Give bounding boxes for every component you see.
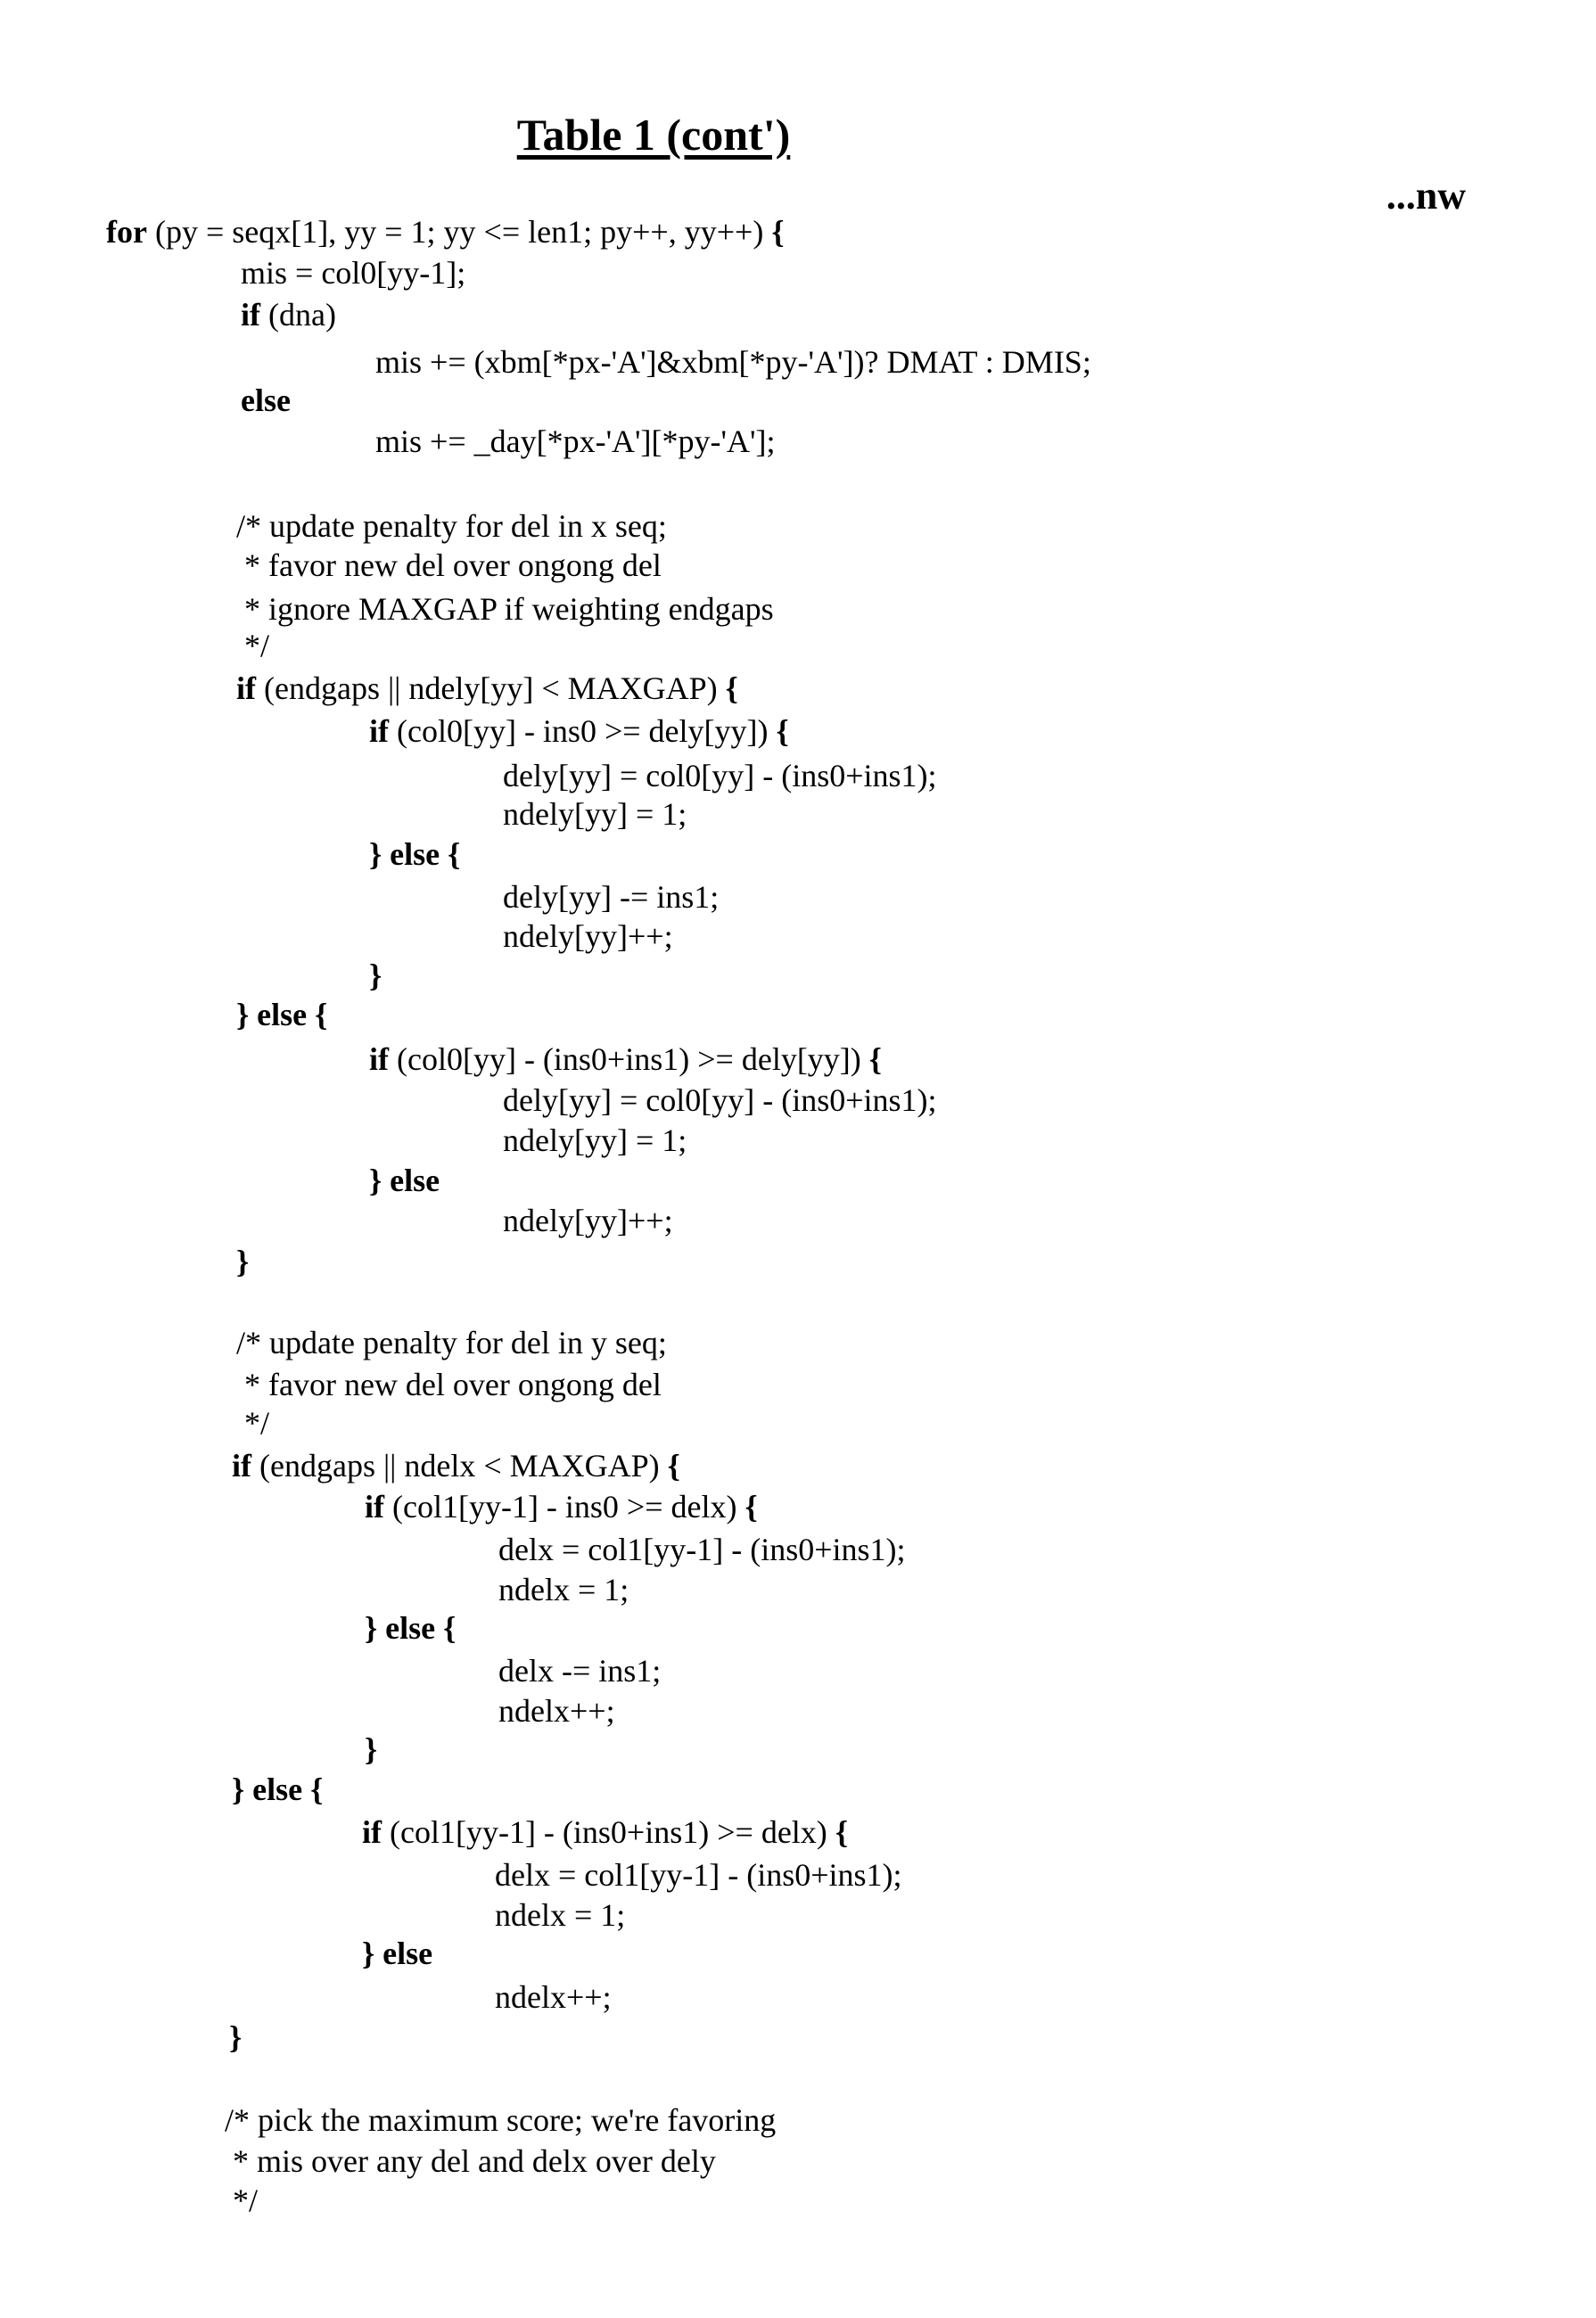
code-text: * favor new del over ongong del: [236, 547, 662, 583]
code-text: dely[yy] -= ins1;: [503, 879, 719, 915]
code-text: ndely[yy] = 1;: [503, 1122, 687, 1158]
code-line: [498, 1695, 615, 1727]
code-line: [498, 1533, 906, 1566]
code-text: mis = col0[yy-1];: [241, 255, 465, 291]
code-line: [503, 798, 687, 830]
code-line: [498, 1574, 629, 1606]
code-text: * favor new del over ongong del: [236, 1367, 662, 1402]
section-marker: ...nw: [1386, 173, 1466, 218]
code-line: [236, 593, 774, 625]
code-keyword: if: [241, 297, 260, 333]
code-keyword: } else: [369, 1163, 440, 1198]
code-keyword: {: [835, 1814, 848, 1850]
code-line: [495, 1859, 902, 1891]
code-line: [236, 672, 738, 704]
code-line: [241, 299, 336, 331]
code-text: (endgaps || ndely[yy] < MAXGAP): [256, 670, 726, 706]
code-text: ndelx = 1;: [495, 1897, 625, 1933]
code-text: * mis over any del and delx over dely: [225, 2143, 716, 2179]
code-line: [225, 2145, 716, 2177]
code-line: [365, 1733, 377, 1765]
code-line: [241, 257, 465, 289]
code-text: */: [236, 628, 269, 663]
code-text: /* update penalty for del in y seq;: [236, 1325, 667, 1360]
code-line: [241, 384, 291, 416]
code-keyword: {: [745, 1489, 758, 1525]
code-keyword: }: [229, 2019, 242, 2055]
code-keyword: {: [869, 1041, 882, 1077]
code-line: [503, 920, 673, 952]
code-keyword: }: [365, 1731, 377, 1767]
code-line: [498, 1655, 661, 1687]
code-keyword: } else {: [236, 997, 327, 1032]
code-line: [503, 881, 719, 913]
code-line: [362, 1937, 432, 1969]
code-keyword: {: [726, 670, 738, 706]
code-line: [365, 1612, 456, 1644]
code-line: [375, 346, 1091, 378]
code-text: ndelx = 1;: [498, 1572, 629, 1607]
code-line: [225, 2104, 776, 2136]
code-keyword: if: [236, 670, 256, 706]
code-line: [362, 1816, 848, 1848]
code-line: [503, 1084, 937, 1116]
code-text: (endgaps || ndelx < MAXGAP): [251, 1448, 668, 1484]
code-line: [369, 959, 382, 991]
code-line: [232, 1450, 680, 1482]
code-line: [375, 425, 775, 457]
code-text: /* pick the maximum score; we're favoring: [225, 2102, 776, 2138]
code-line: [229, 2021, 242, 2053]
code-text: (col1[yy-1] - ins0 >= delx): [384, 1489, 745, 1525]
code-keyword: else: [241, 382, 291, 418]
code-text: delx = col1[yy-1] - (ins0+ins1);: [498, 1532, 906, 1567]
code-line: [369, 1043, 882, 1075]
code-text: (col0[yy] - ins0 >= dely[yy]): [389, 713, 777, 749]
code-line: [369, 715, 789, 747]
code-text: dely[yy] = col0[yy] - (ins0+ins1);: [503, 1082, 937, 1118]
code-text: delx -= ins1;: [498, 1653, 661, 1689]
code-keyword: }: [236, 1244, 249, 1279]
code-keyword: if: [369, 1041, 389, 1077]
code-line: [369, 838, 460, 870]
code-keyword: if: [369, 713, 389, 749]
code-line: [236, 1245, 249, 1278]
code-text: (col0[yy] - (ins0+ins1) >= dely[yy]): [389, 1041, 869, 1077]
code-keyword: } else {: [369, 836, 460, 872]
code-text: ndelx++;: [495, 1979, 612, 2015]
code-line: [236, 549, 662, 581]
code-line: [232, 1773, 323, 1805]
code-keyword: if: [365, 1489, 384, 1525]
code-line: [503, 760, 937, 792]
code-text: /* update penalty for del in x seq;: [236, 508, 667, 544]
code-line: [225, 2184, 258, 2216]
code-keyword: } else: [362, 1936, 432, 1971]
code-keyword: {: [668, 1448, 680, 1484]
code-text: (col1[yy-1] - (ins0+ins1) >= delx): [382, 1814, 835, 1850]
code-text: */: [225, 2182, 258, 2218]
code-text: ndely[yy]++;: [503, 1203, 673, 1238]
code-text: (py = seqx[1], yy = 1; yy <= len1; py++, yy++): [147, 214, 771, 250]
code-line: [503, 1124, 687, 1156]
page-title: Table 1 (cont'): [0, 109, 1307, 160]
code-text: (dna): [260, 297, 336, 333]
code-text: mis += (xbm[*px-'A']&xbm[*py-'A'])? DMAT : DMIS;: [375, 344, 1091, 380]
code-line: [236, 1327, 667, 1359]
code-keyword: }: [369, 958, 382, 993]
code-keyword: if: [232, 1448, 251, 1484]
code-line: [236, 1369, 662, 1401]
code-line: [236, 510, 667, 542]
code-text: mis += _day[*px-'A'][*py-'A'];: [375, 423, 775, 459]
code-line: [369, 1164, 440, 1196]
code-line: [236, 999, 327, 1031]
code-keyword: if: [362, 1814, 382, 1850]
code-keyword: {: [777, 713, 789, 749]
code-line: [236, 629, 269, 662]
code-line: [106, 216, 785, 248]
code-text: ndelx++;: [498, 1693, 615, 1729]
code-line: [365, 1491, 758, 1523]
code-line: [495, 1981, 612, 2013]
code-text: delx = col1[yy-1] - (ins0+ins1);: [495, 1857, 902, 1893]
code-keyword: } else {: [365, 1610, 456, 1646]
code-line: [495, 1899, 625, 1931]
code-line: [503, 1204, 673, 1237]
code-text: */: [236, 1405, 269, 1441]
code-text: * ignore MAXGAP if weighting endgaps: [236, 591, 774, 627]
code-line: [236, 1407, 269, 1439]
code-keyword: } else {: [232, 1771, 323, 1807]
code-keyword: {: [771, 214, 784, 250]
code-keyword: for: [106, 214, 147, 250]
code-text: ndely[yy] = 1;: [503, 796, 687, 832]
code-text: ndely[yy]++;: [503, 918, 673, 954]
code-text: dely[yy] = col0[yy] - (ins0+ins1);: [503, 758, 937, 793]
